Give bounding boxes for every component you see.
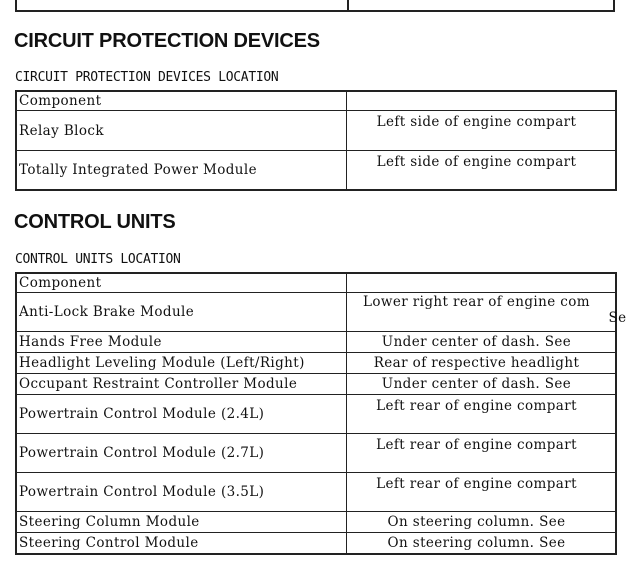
component-cell: Relay Block	[16, 111, 346, 151]
previous-table-cell	[16, 0, 348, 11]
location-text: On steering column. See	[387, 514, 566, 530]
control-units-heading: CONTROL UNITS	[14, 211, 176, 233]
location-text: Under center of dash. See	[381, 376, 572, 392]
table-row	[16, 434, 616, 473]
location-cell	[346, 293, 627, 332]
component-cell: Occupant Restraint Controller Module	[16, 374, 346, 395]
location-text: Rear of respective headlight	[373, 355, 580, 371]
component-cell: Powertrain Control Module (3.5L)	[16, 473, 346, 512]
component-cell: Powertrain Control Module (2.7L)	[16, 434, 346, 473]
table-row	[16, 332, 616, 353]
location-cell	[346, 473, 616, 512]
column-header-component: Component	[16, 91, 346, 111]
circuit-protection-heading: CIRCUIT PROTECTION DEVICES	[14, 30, 320, 52]
component-cell: Powertrain Control Module (2.4L)	[16, 395, 346, 434]
component-cell: Steering Control Module	[16, 533, 346, 555]
circuit-protection-table	[15, 90, 617, 191]
location-text: Left side of engine compart	[376, 114, 577, 130]
location-cell	[346, 151, 616, 191]
table-row	[16, 353, 616, 374]
location-cell	[346, 395, 616, 434]
column-header-location	[346, 91, 616, 111]
location-cell	[346, 332, 616, 353]
location-text: Left rear of engine compart	[376, 476, 577, 492]
location-line-2: Se	[608, 310, 627, 326]
table-header-row	[16, 273, 616, 293]
circuit-protection-subheading: CIRCUIT PROTECTION DEVICES LOCATION	[15, 70, 279, 85]
component-cell: Steering Column Module	[16, 512, 346, 533]
previous-table-cell	[348, 0, 614, 11]
location-text: Under center of dash. See	[381, 334, 572, 350]
table-row	[16, 111, 616, 151]
location-cell	[346, 374, 616, 395]
location-cell	[346, 512, 616, 533]
location-text: Left rear of engine compart	[376, 398, 577, 414]
location-text: Left side of engine compart	[376, 154, 577, 170]
control-units-table	[15, 272, 627, 555]
previous-table-remnant	[15, 0, 615, 12]
location-cell	[346, 533, 616, 555]
table-row	[16, 374, 616, 395]
location-cell	[346, 111, 616, 151]
location-text: Left rear of engine compart	[376, 437, 577, 453]
table-row	[16, 151, 616, 191]
table-header-row	[16, 91, 616, 111]
component-cell: Anti-Lock Brake Module	[16, 293, 346, 332]
column-header-location	[346, 273, 616, 293]
table-row	[16, 512, 616, 533]
table-row	[16, 395, 616, 434]
table-row	[16, 473, 616, 512]
table-row	[16, 293, 616, 332]
control-units-subheading: CONTROL UNITS LOCATION	[15, 252, 181, 267]
location-text: On steering column. See	[387, 535, 566, 551]
location-text	[337, 293, 627, 326]
location-cell	[346, 353, 616, 374]
component-cell: Totally Integrated Power Module	[16, 151, 346, 191]
column-header-component: Component	[16, 273, 346, 293]
table-row	[16, 533, 616, 555]
location-cell	[346, 434, 616, 473]
location-line-1: Lower right rear of engine com	[363, 294, 590, 310]
component-cell: Headlight Leveling Module (Left/Right)	[16, 353, 346, 374]
component-cell: Hands Free Module	[16, 332, 346, 353]
